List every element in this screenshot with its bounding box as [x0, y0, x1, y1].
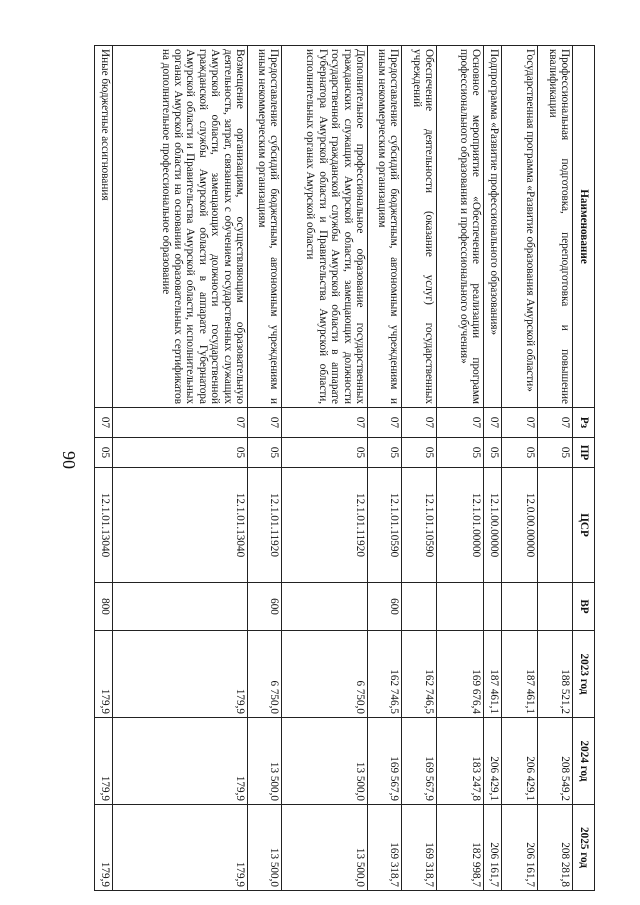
row-2025: 206 161,7 [484, 805, 502, 891]
table-header-row [573, 46, 595, 891]
row-vr [402, 583, 437, 631]
row-2023: 187 461,1 [502, 631, 538, 718]
row-pr: 05 [248, 438, 282, 468]
table-row [484, 46, 502, 891]
row-rz: 07 [502, 408, 538, 438]
header-rz: Рз [573, 408, 595, 438]
row-vr: 600 [248, 583, 282, 631]
header-pr: ПР [573, 438, 595, 468]
row-csr [538, 468, 573, 583]
row-rz: 07 [113, 408, 248, 438]
row-rz: 07 [282, 408, 368, 438]
row-csr: 12.1.01.00000 [437, 468, 484, 583]
row-2024: 206 429,1 [484, 718, 502, 805]
header-vr: ВР [573, 583, 595, 631]
row-pr: 05 [368, 438, 402, 468]
row-name: Основное мероприятие «Обеспечение реализации программ профессионального образования и профессионального обучения» [437, 46, 484, 408]
row-2023: 162 746,5 [402, 631, 437, 718]
row-vr: 600 [368, 583, 402, 631]
row-name: Предоставление субсидий бюджетным, автономным учреждениям и иным некоммерческим организациям [368, 46, 402, 408]
row-name: Профессиональная подготовка, переподготовка и повышение квалификации [538, 46, 573, 408]
header-name: Наименование [573, 46, 595, 408]
row-vr: 800 [95, 583, 113, 631]
row-vr [282, 583, 368, 631]
row-csr: 12.1.01.13040 [95, 468, 113, 583]
row-2024: 206 429,1 [502, 718, 538, 805]
row-rz: 07 [437, 408, 484, 438]
page-number: 90 [59, 451, 79, 469]
row-csr: 12.1.01.13040 [113, 468, 248, 583]
row-rz: 07 [402, 408, 437, 438]
row-pr: 05 [502, 438, 538, 468]
table-row [113, 46, 248, 891]
row-name: Предоставление субсидий бюджетным, автономным учреждениям и иным некоммерческим организациям [248, 46, 282, 408]
header-2023: 2023 год [573, 631, 595, 718]
row-2023: 188 521,2 [538, 631, 573, 718]
row-pr: 05 [484, 438, 502, 468]
table-row [502, 46, 538, 891]
row-rz: 07 [95, 408, 113, 438]
row-2024: 13 500,0 [282, 718, 368, 805]
row-2023: 179,9 [113, 631, 248, 718]
row-name: Государственная программа «Развитие образования Амурской области» [502, 46, 538, 408]
row-2025: 13 500,0 [282, 805, 368, 891]
header-csr: ЦСР [573, 468, 595, 583]
table-row [402, 46, 437, 891]
table-row [282, 46, 368, 891]
row-2023: 179,9 [95, 631, 113, 718]
row-2025: 169 318,7 [368, 805, 402, 891]
row-2023: 6 750,0 [248, 631, 282, 718]
row-2024: 13 500,0 [248, 718, 282, 805]
row-name: Обеспечение деятельности (оказание услуг) государственных учреждений [402, 46, 437, 408]
row-pr: 05 [113, 438, 248, 468]
row-csr: 12.1.01.10590 [368, 468, 402, 583]
table-row [368, 46, 402, 891]
table-row [95, 46, 113, 891]
row-csr: 12.1.01.11920 [282, 468, 368, 583]
row-pr: 05 [538, 438, 573, 468]
row-2025: 179,9 [95, 805, 113, 891]
row-2024: 169 567,9 [402, 718, 437, 805]
row-vr [484, 583, 502, 631]
row-pr: 05 [95, 438, 113, 468]
row-2025: 206 161,7 [502, 805, 538, 891]
header-2025: 2025 год [573, 805, 595, 891]
row-2024: 169 567,9 [368, 718, 402, 805]
row-csr: 12.1.01.11920 [248, 468, 282, 583]
row-2025: 179,9 [113, 805, 248, 891]
table-row [437, 46, 484, 891]
budget-table [94, 45, 595, 891]
row-2024: 183 247,8 [437, 718, 484, 805]
header-2024: 2024 год [573, 718, 595, 805]
row-2023: 169 676,4 [437, 631, 484, 718]
row-name: Дополнительное профессиональное образование государственных гражданских служащих Амурской области, замещающих должности государственной гражданской службы Амурской области в аппарате Губернатора Амурской области и Правительства Амурской области, исполнительных органах Амурской области [282, 46, 368, 408]
row-2024: 208 549,2 [538, 718, 573, 805]
row-2025: 182 998,7 [437, 805, 484, 891]
row-vr [538, 583, 573, 631]
row-2023: 6 750,0 [282, 631, 368, 718]
row-vr [502, 583, 538, 631]
row-2023: 162 746,5 [368, 631, 402, 718]
table-row [248, 46, 282, 891]
row-rz: 07 [538, 408, 573, 438]
row-pr: 05 [282, 438, 368, 468]
row-rz: 07 [484, 408, 502, 438]
row-2025: 13 500,0 [248, 805, 282, 891]
row-csr: 12.1.01.10590 [402, 468, 437, 583]
row-vr [113, 583, 248, 631]
row-rz: 07 [248, 408, 282, 438]
row-vr [437, 583, 484, 631]
row-2025: 169 318,7 [402, 805, 437, 891]
row-rz: 07 [368, 408, 402, 438]
row-name: Возмещение организациям, осуществляющим образовательную деятельность, затрат, связанных с обучением государственных служащих Амурской области, замещающих должности государственной гражданской службы Амурской области в аппарате Губернатора Амурской области и Правительства Амурской области, исполнительных органах Амурской области на основании образовательных сертификатов на дополнительное профессиональное образование [113, 46, 248, 408]
row-2024: 179,9 [95, 718, 113, 805]
table-row [538, 46, 573, 891]
row-2025: 208 281,8 [538, 805, 573, 891]
row-csr: 12.1.00.00000 [484, 468, 502, 583]
row-pr: 05 [402, 438, 437, 468]
row-csr: 12.0.00.00000 [502, 468, 538, 583]
row-2023: 187 461,1 [484, 631, 502, 718]
row-name: Подпрограмма «Развитие профессионального образования» [484, 46, 502, 408]
row-2024: 179,9 [113, 718, 248, 805]
row-name: Иные бюджетные ассигнования [95, 46, 113, 408]
row-pr: 05 [437, 438, 484, 468]
rotated-table-container [99, 45, 595, 890]
